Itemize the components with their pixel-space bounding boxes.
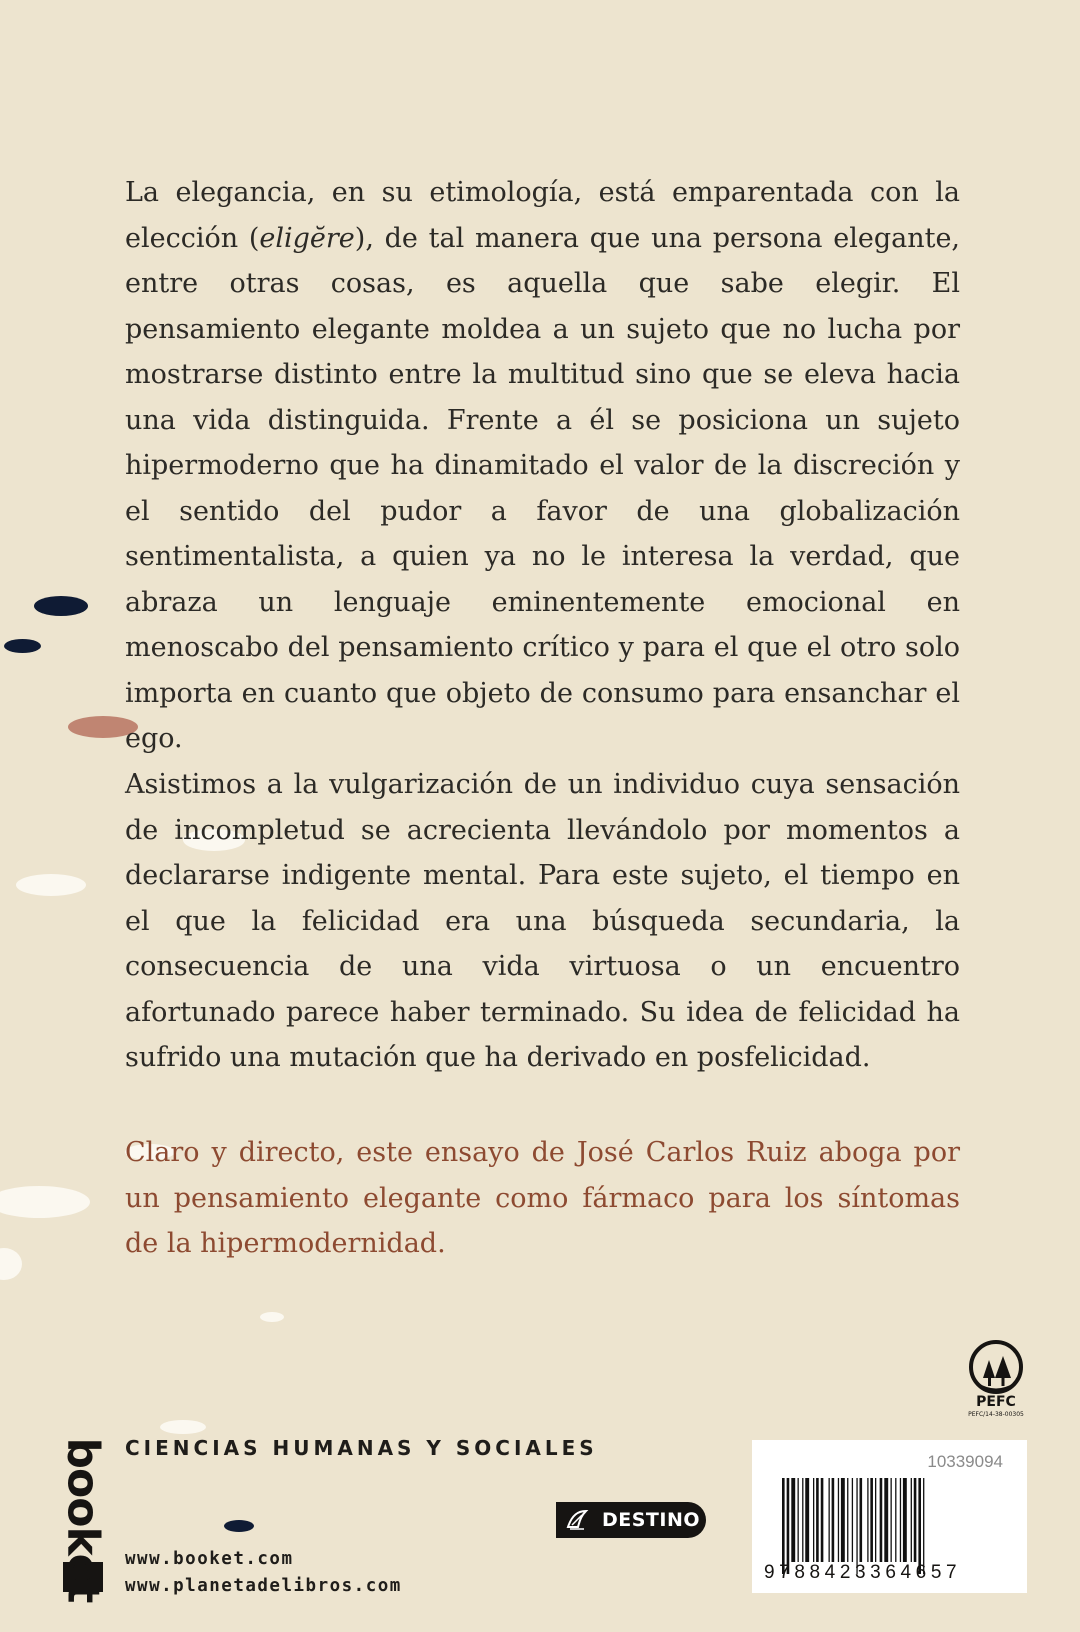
barcode-bar	[841, 1478, 845, 1562]
barcode-bar	[923, 1478, 924, 1574]
barcode-bar	[870, 1478, 873, 1562]
barcode-bar	[847, 1478, 848, 1562]
barcode-bar	[918, 1478, 921, 1574]
barcode-bar	[802, 1478, 803, 1562]
barcode-bar	[903, 1478, 907, 1562]
barcode-bar	[884, 1478, 888, 1562]
barcode-bar	[838, 1478, 839, 1562]
decorative-dot-white	[0, 1248, 22, 1280]
blurb-italic-term: eligĕre	[259, 222, 355, 254]
barcode-bar	[856, 1478, 857, 1574]
pefc-label: PEFC	[976, 1394, 1016, 1410]
barcode-bar	[852, 1478, 853, 1562]
barcode-bar	[895, 1478, 896, 1562]
barcode-bar	[832, 1478, 835, 1562]
isbn-barcode	[752, 1440, 1027, 1593]
barcode-bar	[798, 1478, 799, 1562]
barcode-bar	[891, 1478, 892, 1562]
blurb-paragraph	[125, 170, 960, 762]
barcode-bar	[805, 1478, 809, 1562]
planeta-url[interactable]: www.planetadelibros.com	[125, 1576, 402, 1596]
booket-logo-text: booket	[57, 1437, 109, 1603]
barcode-bar	[867, 1478, 868, 1562]
decorative-dot-navy	[224, 1520, 254, 1532]
category-label: CIENCIAS HUMANAS Y SOCIALES	[125, 1436, 598, 1460]
blurb-text: ), de tal manera que una persona elegante, entre otras cosas, es aquella que sabe elegir. El pensamiento elegante moldea a un sujeto que no lucha por mostrarse distinto entre la multitud sino que se eleva hacia una vida distinguida. Frente a él se posiciona un sujeto hipermoderno que ha dinamitado el valor de la discreción y el sentido del pudor a favor de una globalización sentimentalista, a quien ya no le interesa la verdad, que abraza un lenguaje eminentemente emocional en menoscabo del pensamiento crítico y para el que el otro solo importa en cuanto que objeto de consumo para ensanchar el ego.	[125, 222, 960, 754]
barcode-bar	[900, 1478, 901, 1562]
barcode-bar	[860, 1478, 863, 1562]
barcode-bar	[880, 1478, 883, 1562]
decorative-dot-navy	[34, 596, 88, 616]
publisher-urls	[125, 1546, 402, 1600]
isbn-number: 9788423364657	[764, 1562, 962, 1583]
decorative-dot-white	[260, 1312, 284, 1322]
barcode-bar	[816, 1478, 819, 1562]
destino-emblem-icon	[562, 1505, 592, 1535]
pefc-logo	[963, 1338, 1029, 1418]
barcode-bar	[791, 1478, 795, 1562]
blurb-summary: Claro y directo, este ensayo de José Carlos Ruiz aboga por un pensamiento elegante como fármaco para los síntomas de la hipermodernidad.	[125, 1137, 960, 1259]
decorative-dot-navy	[4, 639, 41, 653]
decorative-dot-white	[16, 874, 86, 896]
blurb-text: La elegancia, en su etimología, está emparentada con la elección (	[125, 177, 960, 254]
barcode-bar	[914, 1478, 917, 1562]
destino-logo	[556, 1502, 706, 1538]
barcode-bar	[875, 1478, 876, 1562]
barcode-bar	[813, 1478, 814, 1562]
pefc-code: PEFC/14-38-00305	[968, 1411, 1024, 1418]
barcode-bar	[829, 1478, 830, 1562]
decorative-dot-white	[160, 1420, 206, 1434]
barcode-bar	[782, 1478, 785, 1574]
barcode-bar	[911, 1478, 912, 1562]
barcode-bar	[787, 1478, 790, 1574]
decorative-dot-white	[0, 1186, 90, 1218]
pefc-tree-icon	[967, 1338, 1025, 1396]
barcode-bar	[821, 1478, 824, 1562]
booket-url[interactable]: www.booket.com	[125, 1549, 294, 1569]
blurb-paragraph: Asistimos a la vulgarización de un individuo cuya sensación de incompletud se acrecienta llevándolo por momentos a declararse indigente mental. Para este sujeto, el tiempo en el que la felicidad era una búsqueda secundaria, la consecuencia de una vida virtuosa o un encuentro afortunado parece haber terminado. Su idea de felicidad ha sufrido una mutación que ha derivado en posfelicidad.	[125, 769, 960, 1073]
internal-code: 10339094	[927, 1452, 1003, 1471]
destino-text: DESTINO	[602, 1509, 701, 1531]
